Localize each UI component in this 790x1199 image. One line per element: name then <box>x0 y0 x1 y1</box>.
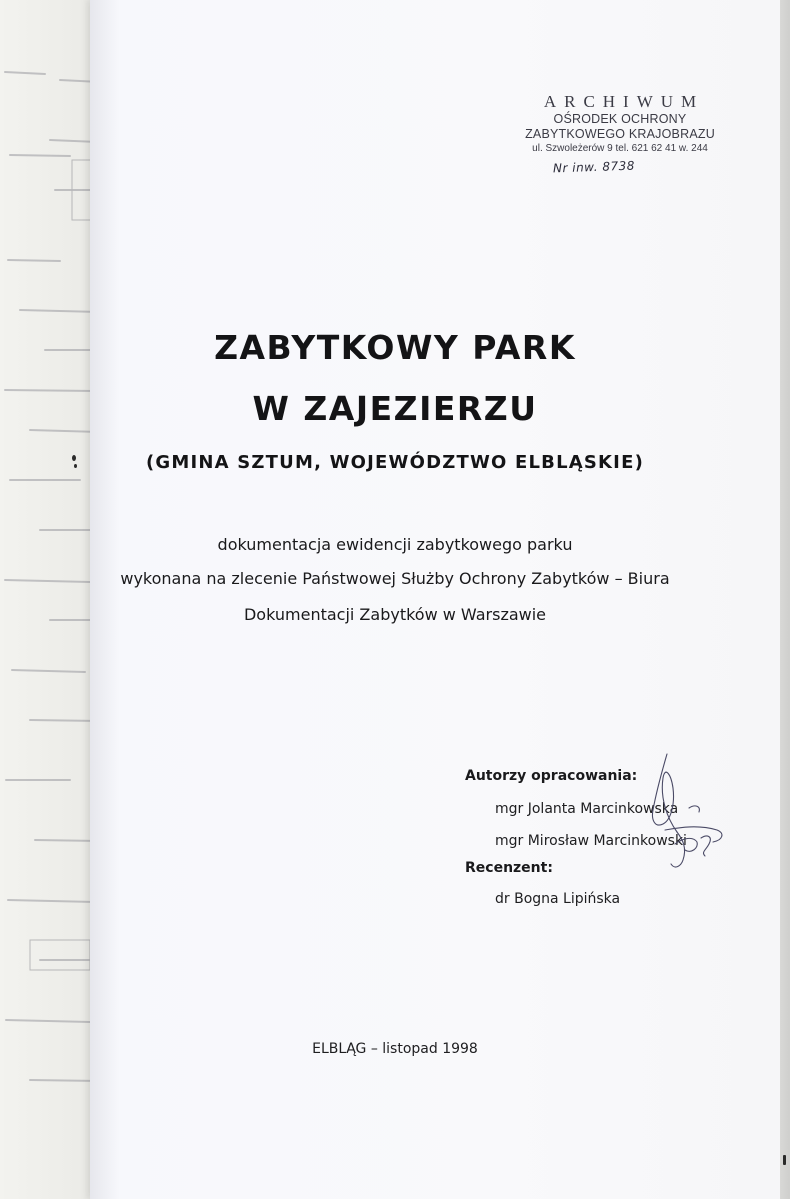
stamp-line-2: ZABYTKOWEGO KRAJOBRAZU <box>525 127 715 141</box>
description-line-1: dokumentacja ewidencji zabytkowego parku <box>217 535 573 554</box>
stamp-title: ARCHIWUM <box>543 92 705 111</box>
title-line-2: W ZAJEZIERZU <box>252 389 538 428</box>
reviewer-name: dr Bogna Lipińska <box>495 891 621 907</box>
inventory-number-note: Nr inw. 8738 <box>552 158 636 176</box>
author-name: mgr Jolanta Marcinkowska <box>495 801 679 817</box>
scan-speck <box>72 455 76 461</box>
reviewer-label: Recenzent: <box>465 860 553 876</box>
handwritten-signature <box>605 748 735 878</box>
description-line-3: Dokumentacji Zabytków w Warszawie <box>243 605 547 624</box>
stamp-address: ul. Szwoleżerów 9 tel. 621 62 41 w. 244 <box>532 143 708 154</box>
title-line-1: ZABYTKOWY PARK <box>214 328 576 367</box>
scan-speck <box>783 1155 786 1165</box>
archive-stamp <box>500 92 740 156</box>
author-name: mgr Mirosław Marcinkowski <box>495 833 687 849</box>
title-page <box>90 0 780 1199</box>
scan-speck <box>74 464 77 468</box>
place-and-date: ELBLĄG – listopad 1998 <box>312 1041 478 1057</box>
authors-label: Autorzy opracowania: <box>465 768 638 784</box>
description-line-2: wykonana na zlecenie Państwowej Służby Ochrony Zabytków – Biura <box>120 569 670 588</box>
title-subtitle: (GMINA SZTUM, WOJEWÓDZTWO ELBLĄSKIE) <box>145 452 645 473</box>
stamp-line-1: OŚRODEK OCHRONY <box>553 112 687 126</box>
page-edge <box>780 0 790 1199</box>
